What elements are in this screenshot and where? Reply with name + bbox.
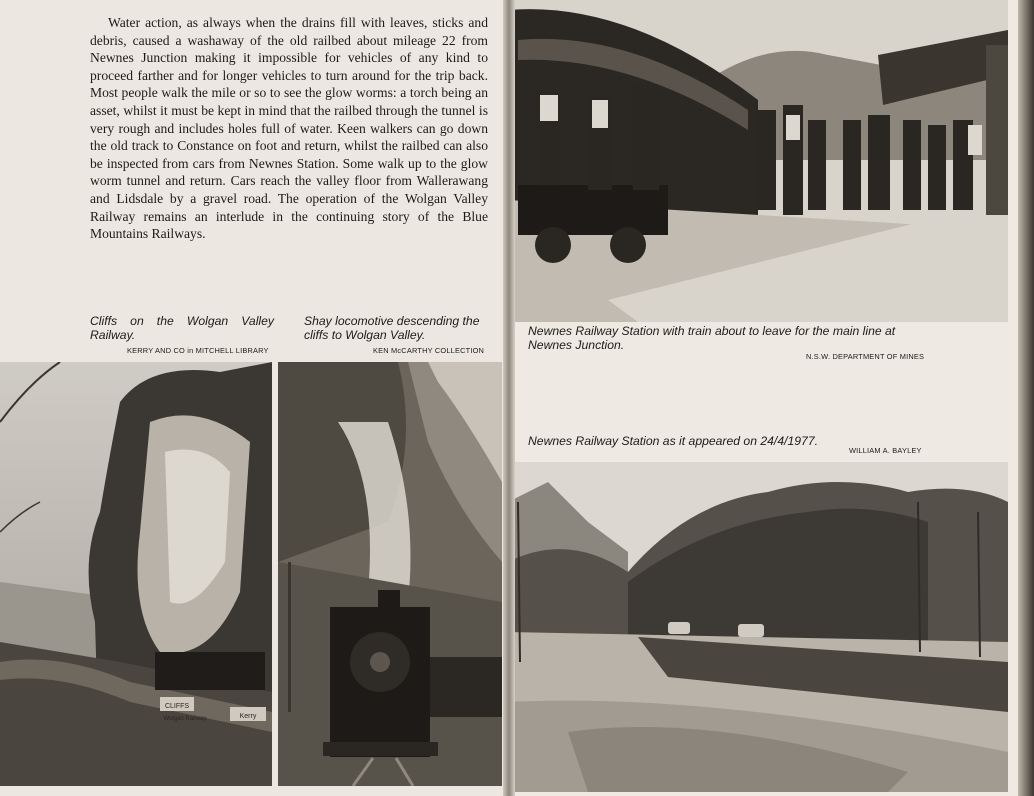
credit-cliffs: KERRY AND CO in MITCHELL LIBRARY: [127, 346, 269, 355]
credit-station-train: N.S.W. DEPARTMENT OF MINES: [806, 352, 925, 361]
left-page: [0, 0, 508, 796]
body-paragraph: Water action, as always when the drains fill with leaves, sticks and debris, caused a washaway of the old railbed about mileage 22 from Newnes Junction making it impossible for vehicles of any kind to proceed farther and for longer vehicles to turn around for the trip back. Most people walk the mile or so to see the glow worms: a torch being an asset, whilst it must be kept in mind that the railbed through the tunnel is very rough and includes holes full of water. Keen walkers can go down the old track to Constance on foot and return, whilst the railbed can also be inspected from cars from Newnes Station. Some walk up to the glow worm tunnel and return. Cars reach the valley floor from Wallerawang and Lidsdale by a gravel road. The operation of the Wolgan Valley Railway remains an interlude in the continuing story of the Blue Mountains Railways.: [90, 15, 488, 242]
credit-station-1977: WILLIAM A. BAYLEY: [849, 446, 922, 455]
right-page: [508, 0, 1018, 796]
page-edge: [1018, 0, 1034, 796]
credit-shay: KEN McCARTHY COLLECTION: [373, 346, 485, 355]
photo-cliffs-railway: [0, 362, 272, 786]
photo-station-1977: [508, 462, 1008, 792]
book-spine: [503, 0, 515, 796]
wagon-lettering-railway: Wolgan Railway: [163, 716, 207, 722]
photo-station-train: [508, 0, 1008, 322]
caption-cliffs: Cliffs on the Wolgan Valley Railway.: [90, 314, 274, 342]
caption-station-train: Newnes Railway Station with train about to leave for the main line at Newnes Junction.: [528, 324, 896, 352]
caption-station-1977: Newnes Railway Station as it appeared on 24/4/1977.: [528, 434, 818, 448]
caption-shay: Shay locomotive descending the cliffs to Wolgan Valley.: [304, 314, 480, 342]
photo-shay-locomotive: [278, 362, 502, 786]
wagon-lettering-kerry: Kerry: [239, 713, 257, 720]
wagon-lettering-cliffs: CLIFFS: [164, 703, 190, 710]
